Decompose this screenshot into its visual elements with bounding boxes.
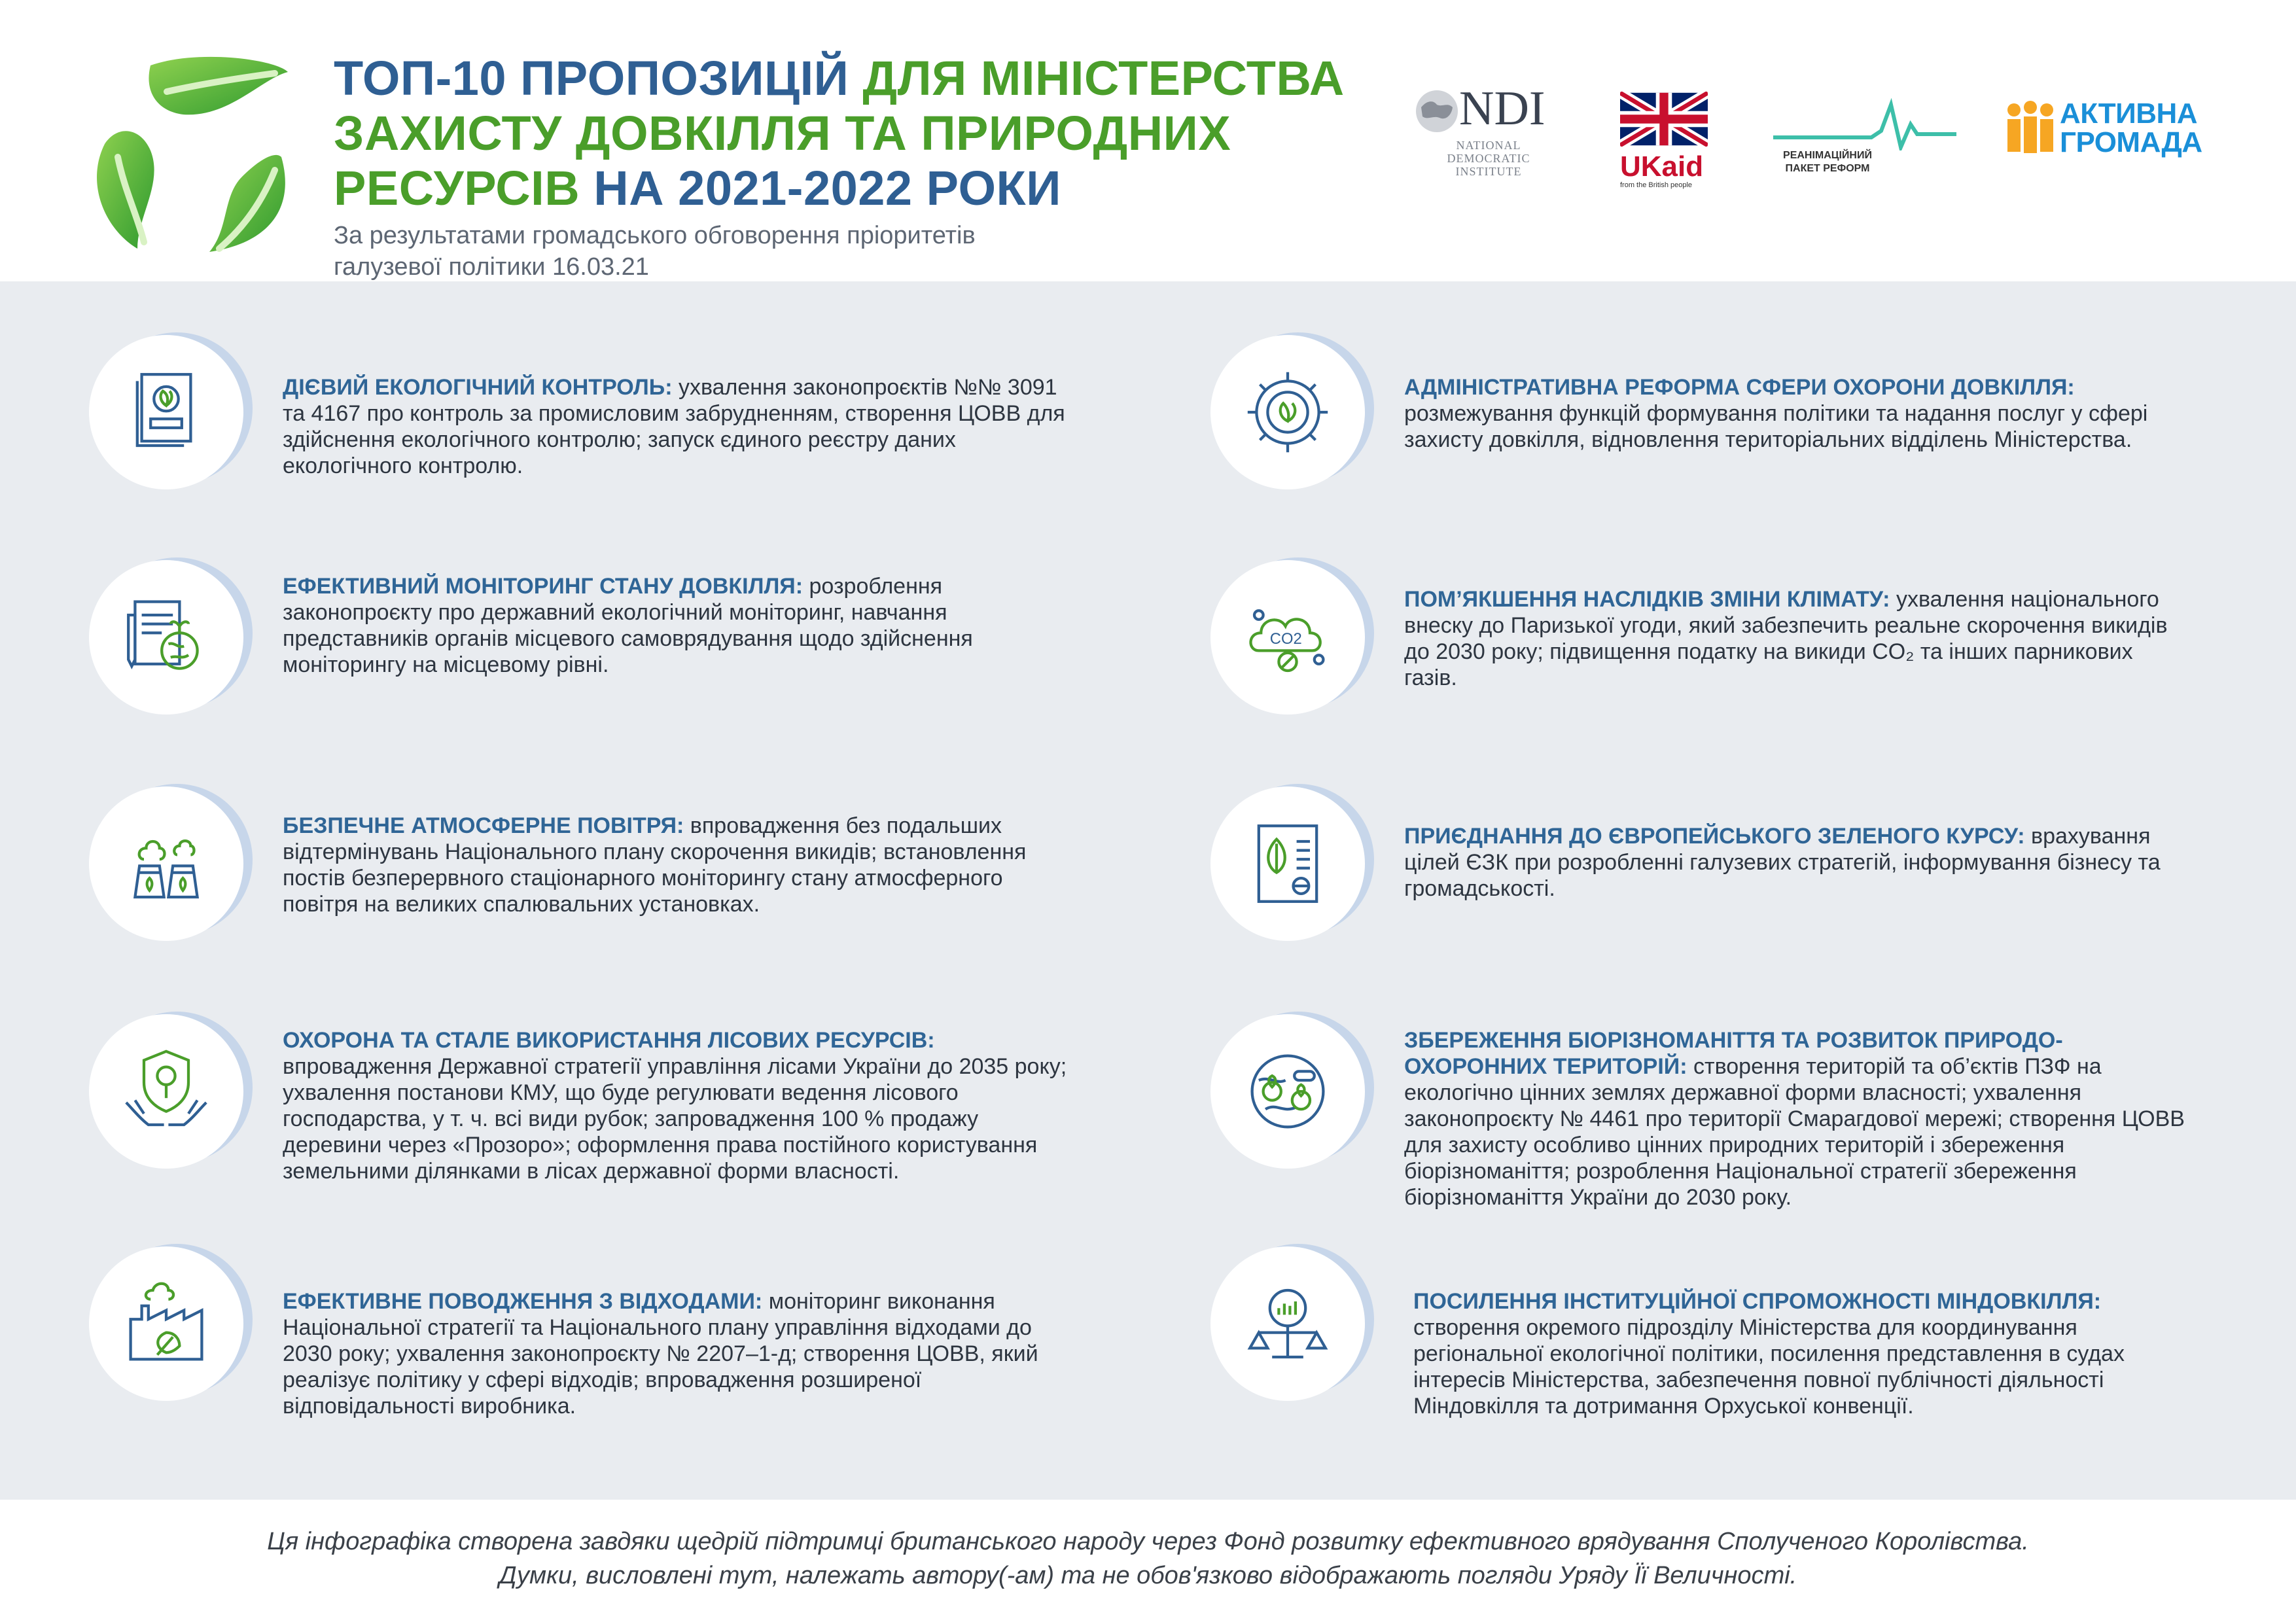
report-globe-icon <box>111 582 222 693</box>
recycle-leaves-icon <box>79 52 294 255</box>
shield-tree-hands-icon <box>111 1036 222 1147</box>
cooling-tower-icon <box>111 808 222 919</box>
proposal-item <box>89 335 1084 499</box>
gear-leaf-icon <box>1232 357 1343 468</box>
proposal-text: ПОМ’ЯКШЕННЯ НАСЛІДКІВ ЗМІНИ КЛІМАТУ: ухвалення національного внеску до Паризької угоди, який забезпечить реальне скорочення викидів до 2030 року; підвищення податку на викиди CO₂ та інших парникових газів. <box>1404 587 2168 690</box>
certificate-leaf-icon <box>1232 808 1343 919</box>
proposal-text: БЕЗПЕЧНЕ АТМОСФЕРНЕ ПОВІТРЯ: впровадження без подальших відтермінувань Національного плану скорочення викидів; встановлення постів безперервного стаціонарного моніторингу стану атмосферного повітря на великих спалювальних установках. <box>283 813 1027 917</box>
proposal-item <box>1210 786 2205 950</box>
page-subtitle: За результатами громадського обговорення пріоритетів галузевої політики 16.03.21 <box>334 222 976 281</box>
page-title: ТОП-10 ПРОПОЗИЦІЙ ДЛЯ МІНІСТЕРСТВА ЗАХИСТУ ДОВКІЛЛЯ ТА ПРИРОДНИХ РЕСУРСІВ НА 2021-2022 РОКИ <box>334 51 1345 215</box>
proposal-item <box>1210 1246 2205 1419</box>
factory-leaf-icon <box>111 1268 222 1379</box>
proposal-item <box>89 1246 1084 1419</box>
union-jack-icon <box>1620 92 1708 147</box>
proposal-item <box>1210 1014 2205 1210</box>
ndi-logo: NDI NATIONAL DEMOCRATIC INSTITUTE <box>1413 85 1570 196</box>
proposal-item <box>89 786 1084 950</box>
ukaid-logo: UKaid from the British people <box>1620 92 1712 196</box>
document-leaf-icon <box>111 357 222 468</box>
rpr-logo: РЕАНІМАЦІЙНИЙ ПАКЕТ РЕФОРМ <box>1767 98 1963 183</box>
svg-text:CO2: CO2 <box>1269 630 1302 648</box>
footer-note: Ця інфографіка створена завдяки щедрій підтримці британського народу через Фонд розвитку ефективного врядування Сполученого Королівства. Думки, висловлені тут, належать автору(-ам) та не обов'язково відображають погляди Уряду Її Величності. <box>267 1528 2029 1589</box>
globe-sprouts-icon <box>1232 1036 1343 1147</box>
proposal-text: ЗБЕРЕЖЕННЯ БІОРІЗНОМАНІТТЯ ТА РОЗВИТОК ПРИРОДО-ОХОРОННИХ ТЕРИТОРІЙ: створення територій та об’єктів ПЗФ на екологічно цінних землях державної форми власності; ухвалення законопроєкту № 4461 про території Смарагдової мережі; створення ЦОВВ для захисту особливо цінних природних територій і збереження біорізноманіття; розроблення Національної стратегії збереження біорізноманіття України до 2030 року. <box>1404 1028 2185 1210</box>
proposal-text: ПРИЄДНАННЯ ДО ЄВРОПЕЙСЬКОГО ЗЕЛЕНОГО КУРСУ: врахування цілей ЄЗК при розробленні галузевих стратегій, інформування бізнесу та громадськості. <box>1404 824 2161 901</box>
people-icon <box>2002 101 2058 160</box>
proposal-text: АДМІНІСТРАТИВНА РЕФОРМА СФЕРИ ОХОРОНИ ДОВКІЛЛЯ: розмежування функцій формування політики та надання послуг у сфері захисту довкілля, відновлення територіальних відділень Міністерства. <box>1404 375 2148 452</box>
co2-cloud-icon <box>1232 582 1343 693</box>
magnifier-scales-icon <box>1232 1268 1343 1379</box>
proposal-text: ПОСИЛЕННЯ ІНСТИТУЦІЙНОЇ СПРОМОЖНОСТІ МІНДОВКІЛЛЯ: створення окремого підрозділу Міністерства для координування регіональної екологічної політики, посилення представлення в судах інтересів Міністерства, забезпечення повної публічності діяльності Міндовкілля та дотримання Орхуської конвенції. <box>1413 1289 2125 1419</box>
proposal-item <box>1210 335 2205 499</box>
proposal-text: ОХОРОНА ТА СТАЛЕ ВИКОРИСТАННЯ ЛІСОВИХ РЕСУРСІВ: впровадження Державної стратегії управління лісами України до 2035 року; ухвалення постанови КМУ, що буде регулювати ведення лісового господарства, у т. ч. всі види рубок; запровадження 100 % продажу деревини через «Прозоро»; оформлення права постійного користування земельними ділянками в лісах державної форми власності. <box>283 1028 1067 1184</box>
proposal-text: ДІЄВИЙ ЕКОЛОГІЧНИЙ КОНТРОЛЬ: ухвалення законопроєктів №№ 3091 та 4167 про контроль за промисловим забрудненням, створення ЦОВВ для здійснення екологічного контролю; запуск єдиного реєстру даних екологічного контролю. <box>283 375 1065 478</box>
proposal-item <box>89 560 1084 724</box>
proposal-item <box>1210 560 2205 724</box>
proposal-text: ЕФЕКТИВНЕ ПОВОДЖЕННЯ З ВІДХОДАМИ: моніторинг виконання Національної стратегії та Національного плану управління відходами до 2030 року; ухвалення законопроєкту № 2207–1-д; створення ЦОВВ, який реалізує політику у сфері відходів; впровадження розширеної відповідальності виробника. <box>283 1289 1038 1419</box>
heartbeat-icon <box>1767 98 1963 150</box>
ag-logo: АКТИВНА ГРОМАДА <box>2002 98 2225 177</box>
proposal-text: ЕФЕКТИВНИЙ МОНІТОРИНГ СТАНУ ДОВКІЛЛЯ: розроблення законопроєкту про державний екологічний моніторинг, навчання представників органів місцевого самоврядування щодо здійснення моніторингу на місцевому рівні. <box>283 574 973 677</box>
globe-icon <box>1413 88 1460 135</box>
proposal-item <box>89 1014 1084 1184</box>
